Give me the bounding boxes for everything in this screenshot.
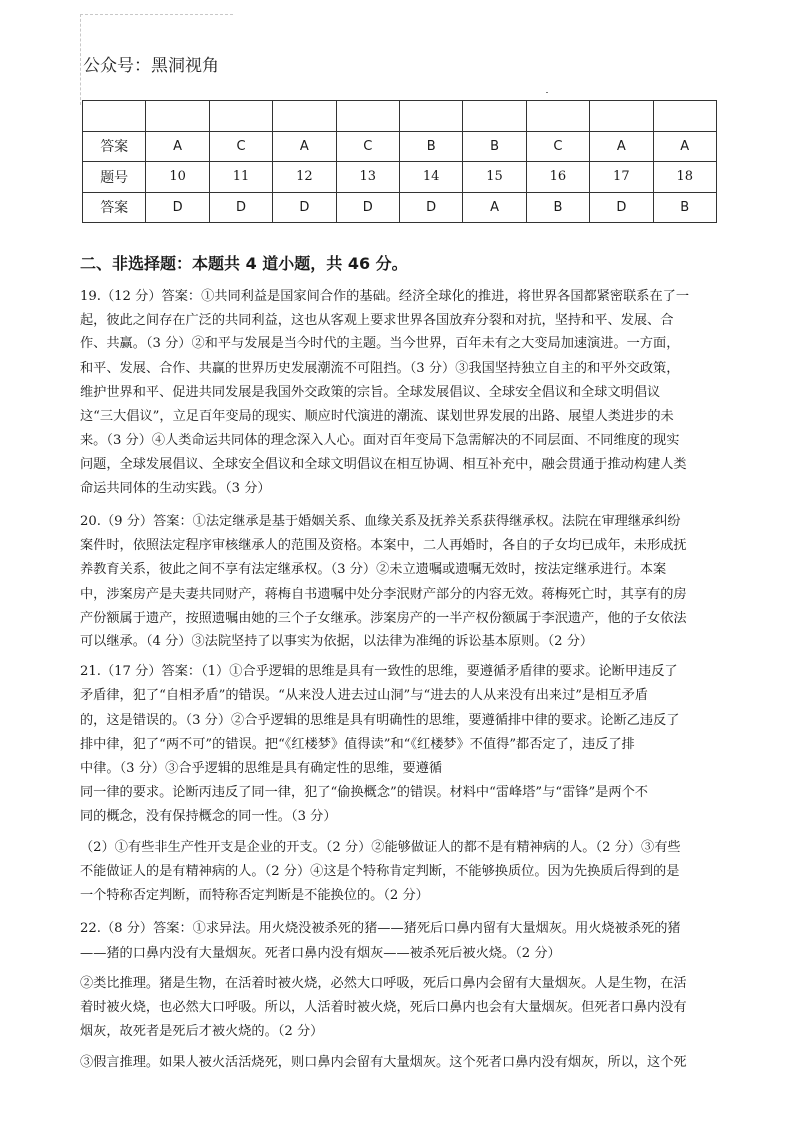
table-cell: A bbox=[463, 192, 526, 223]
table-cell: B bbox=[653, 192, 716, 223]
table-cell: A bbox=[146, 131, 209, 162]
text-line: 22.（8 分）答案：①求异法。用火烧没被杀死的猪——猪死后口鼻内留有大量烟灰。用火烧被杀死的猪 bbox=[80, 921, 681, 936]
text-line: 排中律，犯了“两不可”的错误。把“《红楼梦》值得读”和“《红楼梦》不值得”都否定了，违反了排 bbox=[80, 737, 635, 752]
text-line: 案件时，依照法定程序审核继承人的范围及资格。本案中，二人再婚时，各自的子女均已成年，未形成抚 bbox=[80, 538, 687, 553]
text-line: 不能做证人的是有精神病的人。（2 分）④这是个特称肯定判断，不能够换质位。因为先换质后得到的是 bbox=[80, 864, 680, 879]
text-line: 维护世界和平、促进共同发展是我国外交政策的宗旨。全球发展倡议、全球安全倡议和全球文明倡议 bbox=[80, 385, 661, 400]
text-line: 21.（17 分）答案：（1）①合乎逻辑的思维是具有一致性的思维，要遵循矛盾律的要求。论断甲违反了 bbox=[80, 664, 678, 679]
table-cell bbox=[273, 101, 336, 132]
text-line: 中，涉案房产是夫妻共同财产，蒋梅自书遗嘱中处分李泯财产部分的内容无效。蒋梅死亡时，其享有的房 bbox=[80, 587, 687, 602]
text-line: 可以继承。（4 分）③法院坚持了以事实为依据，以法律为准绳的诉讼基本原则。（2 分） bbox=[80, 634, 594, 649]
table-row bbox=[83, 192, 717, 223]
table-cell bbox=[336, 101, 399, 132]
table-cell bbox=[463, 101, 526, 132]
table-cell bbox=[653, 101, 716, 132]
table-cell bbox=[146, 101, 209, 132]
text-line: 产份额属于遗产，按照遗嘱由她的三个子女继承。涉案房产的一半产权份额属于李泯遗产，他的子女依法 bbox=[80, 611, 687, 626]
table-cell: D bbox=[590, 192, 653, 223]
text-line: 命运共同体的生动实践。（3 分） bbox=[80, 481, 271, 496]
table-cell: 14 bbox=[399, 162, 462, 193]
table-cell: 18 bbox=[653, 162, 716, 193]
table-cell: C bbox=[336, 131, 399, 162]
answer-table bbox=[82, 100, 717, 223]
table-row-header: 答案 bbox=[83, 192, 146, 223]
section-title: 二、非选择题：本题共 4 道小题，共 46 分。 bbox=[80, 254, 408, 273]
text-line: 养教育关系，彼此之间不享有法定继承权。（3 分）②未立遗嘱或遗嘱无效时，按法定继承进行。本案 bbox=[80, 562, 667, 577]
table-cell: D bbox=[273, 192, 336, 223]
text-line: 20.（9 分）答案：①法定继承是基于婚姻关系、血缘关系及抚养关系获得继承权。法院在审理继承纠纷 bbox=[80, 514, 681, 529]
table-cell: D bbox=[399, 192, 462, 223]
table-cell: 16 bbox=[526, 162, 589, 193]
table-cell: B bbox=[399, 131, 462, 162]
text-line: 问题，全球发展倡议、全球安全倡议和全球文明倡议在相互协调、相互补充中，融会贯通于推动构建人类 bbox=[80, 457, 687, 472]
table-cell: B bbox=[526, 192, 589, 223]
table-cell: 11 bbox=[209, 162, 272, 193]
text-line: 19.（12 分）答案：①共同利益是国家间合作的基础。经济全球化的推进，将世界各国都紧密联系在了一 bbox=[80, 289, 690, 304]
text-line: 矛盾律，犯了“自相矛盾”的错误。“从来没人进去过山洞”与“进去的人从来没有出来过”是相互矛盾 bbox=[80, 688, 648, 703]
text-line: 来。（3 分）④人类命运共同体的理念深入人心。面对百年变局下急需解决的不同层面、不同维度的现实 bbox=[80, 433, 680, 448]
text-line: 同的概念，没有保持概念的同一性。（3 分） bbox=[80, 809, 337, 824]
stray-mark bbox=[546, 92, 548, 93]
table-cell: D bbox=[146, 192, 209, 223]
text-line: 的，这是错误的。（3 分）②合乎逻辑的思维是具有明确性的思维，要遵循排中律的要求。论断乙违反了 bbox=[80, 713, 680, 728]
table-cell bbox=[590, 101, 653, 132]
text-line: ——猪的口鼻内没有大量烟灰。死者口鼻内没有烟灰——被杀死后被火烧。（2 分） bbox=[80, 946, 561, 961]
table-row-header bbox=[83, 101, 146, 132]
text-line: 起，彼此之间存在广泛的共同利益，这也从客观上要求世界各国放弃分裂和对抗，坚持和平、发展、合 bbox=[80, 313, 674, 328]
text-line: 烟灰，故死者是死后才被火烧的。（2 分） bbox=[80, 1024, 324, 1039]
table-cell: D bbox=[336, 192, 399, 223]
table-cell: C bbox=[526, 131, 589, 162]
text-line: ②类比推理。猪是生物，在活着时被火烧，必然大口呼吸，死后口鼻内会留有大量烟灰。人是生物，在活 bbox=[80, 976, 687, 991]
table-cell: A bbox=[653, 131, 716, 162]
table-cell: D bbox=[209, 192, 272, 223]
table-row bbox=[83, 131, 717, 162]
text-line: 这“三大倡议”，立足百年变局的现实、顺应时代演进的潮流、谋划世界发展的出路、展望人类进步的未 bbox=[80, 409, 674, 424]
text-line: 和平、发展、合作、共赢的世界历史发展潮流不可阻挡。（3 分）③我国坚持独立自主的和平外交政策， bbox=[80, 361, 680, 376]
watermark-text: 公众号：黑洞视角 bbox=[83, 56, 219, 76]
table-cell: 15 bbox=[463, 162, 526, 193]
table-row bbox=[83, 162, 717, 193]
table-cell: C bbox=[209, 131, 272, 162]
table-cell: A bbox=[590, 131, 653, 162]
table-row-header: 题号 bbox=[83, 162, 146, 193]
table-cell: B bbox=[463, 131, 526, 162]
text-line: ③假言推理。如果人被火活活烧死，则口鼻内会留有大量烟灰。这个死者口鼻内没有烟灰，所以，这个死 bbox=[80, 1055, 687, 1070]
table-row-header: 答案 bbox=[83, 131, 146, 162]
text-line: 一个特称否定判断，而特称否定判断是不能换位的。（2 分） bbox=[80, 888, 429, 903]
text-line: 同一律的要求。论断丙违反了同一律，犯了“偷换概念”的错误。材料中“雷峰塔”与“雷锋”是两个不 bbox=[80, 785, 648, 800]
table-cell: 12 bbox=[273, 162, 336, 193]
table-cell: A bbox=[273, 131, 336, 162]
text-line: 着时被火烧，也必然大口呼吸。所以，人活着时被火烧，死后口鼻内也会有大量烟灰。但死者口鼻内没有 bbox=[80, 1000, 687, 1015]
watermark bbox=[80, 14, 233, 105]
table-cell: 10 bbox=[146, 162, 209, 193]
table-cell bbox=[399, 101, 462, 132]
table-cell bbox=[526, 101, 589, 132]
table-row bbox=[83, 101, 717, 132]
text-line: （2）①有些非生产性开支是企业的开支。（2 分）②能够做证人的都不是有精神病的人。（2 分）③有些 bbox=[80, 840, 681, 855]
text-line: 作、共赢。（3 分）②和平与发展是当今时代的主题。当今世界，百年未有之大变局加速演进。一方面， bbox=[80, 336, 680, 351]
table-cell: 13 bbox=[336, 162, 399, 193]
table-cell: 17 bbox=[590, 162, 653, 193]
text-line: 中律。（3 分）③合乎逻辑的思维是具有确定性的思维，要遵循 bbox=[80, 761, 443, 776]
table-cell bbox=[209, 101, 272, 132]
